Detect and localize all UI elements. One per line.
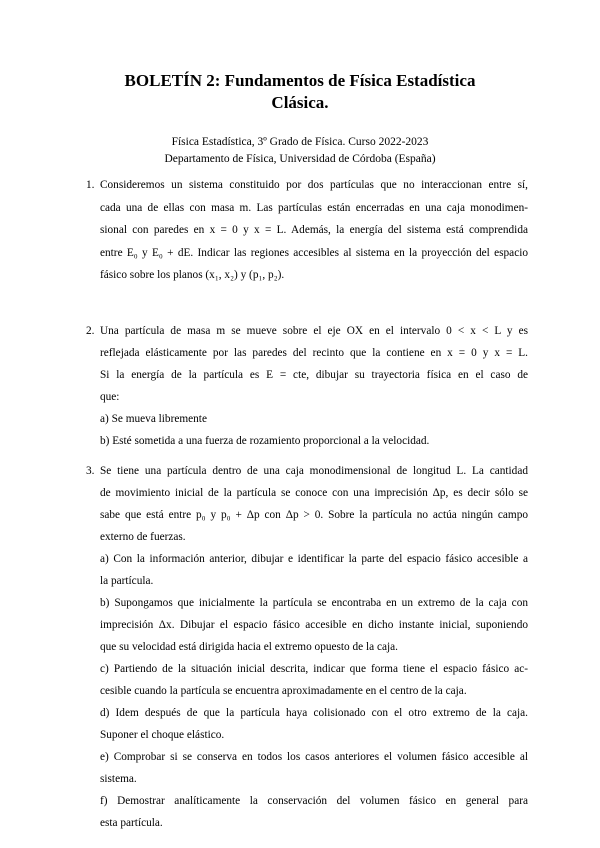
problem-line: esta partícula.: [100, 817, 163, 829]
problem-line: Se tiene una partícula dentro de una caja monodimensional de longitud L. La cantidad: [100, 465, 528, 477]
problem-line: c) Partiendo de la situación inicial descrita, indicar que forma tiene el espacio fásico ac-: [100, 663, 528, 675]
problem-line: sional con paredes en x = 0 y x = L. Además, la energía del sistema está comprendida: [100, 224, 528, 236]
course-line: Física Estadística, 3º Grado de Física. Curso 2022-2023: [171, 136, 429, 148]
problem-number: 1.: [86, 179, 95, 191]
problem-line: a) Con la información anterior, dibujar e identificar la parte del espacio fásico accesible a: [100, 553, 528, 565]
problem-line: Si la energía de la partícula es E = cte, dibujar su trayectoria física en el caso de: [100, 369, 528, 381]
problem-line: imprecisión Δx. Dibujar el espacio fásico accesible en dicho instante inicial, suponiendo: [100, 619, 528, 631]
problem-line: que su velocidad está dirigida hacia el extremo opuesto de la caja.: [100, 641, 398, 653]
problem-number: 3.: [86, 465, 95, 477]
title-line: BOLETÍN 2: Fundamentos de Física Estadística: [124, 71, 476, 90]
document-subtitle: [80, 134, 520, 168]
problem-1: [86, 174, 528, 287]
problem-3: [86, 460, 528, 834]
problem-line: sabe que está entre p₀ y p₀ + Δp con Δp > 0. Sobre la partícula no actúa ningún campo: [100, 509, 528, 521]
problem-line: sistema.: [100, 773, 137, 785]
problem-line: Consideremos un sistema constituido por dos partículas que no interaccionan entre sí,: [100, 179, 528, 191]
problem-line: b) Supongamos que inicialmente la partícula se encontraba en un extremo de la caja con: [100, 597, 528, 609]
problem-line: cesible cuando la partícula se encuentra aproximadamente en el centro de la caja.: [100, 685, 467, 697]
problem-line: f) Demostrar analíticamente la conservación del volumen fásico en general para: [100, 795, 528, 807]
problem-line: d) Idem después de que la partícula haya colisionado con el otro extremo de la caja.: [100, 707, 528, 719]
title-line: Clásica.: [271, 93, 329, 112]
problem-line: e) Comprobar si se conserva en todos los casos anteriores el volumen fásico accesible al: [100, 751, 528, 763]
document-title: [80, 70, 520, 114]
problem-line: que:: [100, 391, 120, 403]
problem-number: 2.: [86, 325, 95, 337]
department-line: Departamento de Física, Universidad de Córdoba (España): [164, 153, 436, 165]
problem-line: entre E₀ y E₀ + dE. Indicar las regiones accesibles al sistema en la proyección del espacio: [100, 246, 528, 259]
problem-line: a) Se mueva libremente: [100, 413, 207, 425]
problem-line: Una partícula de masa m se mueve sobre el eje OX en el intervalo 0 < x < L y es: [100, 325, 528, 337]
problem-line: la partícula.: [100, 575, 154, 587]
problem-line: cada una de ellas con masa m. Las partículas están encerradas en una caja monodimen-: [100, 201, 528, 214]
problem-line: de movimiento inicial de la partícula se conoce con una imprecisión Δp, es decir sólo se: [100, 487, 528, 499]
problem-line: fásico sobre los planos (x₁, x₂) y (p₁, p₂).: [100, 269, 285, 281]
problem-line: reflejada elásticamente por las paredes del recinto que la contiene en x = 0 y x = L.: [100, 347, 528, 359]
problem-line: Suponer el choque elástico.: [100, 729, 225, 741]
problem-line: externo de fuerzas.: [100, 531, 186, 543]
problem-line: b) Esté sometida a una fuerza de rozamiento proporcional a la velocidad.: [100, 435, 430, 447]
problem-2: [86, 320, 528, 452]
